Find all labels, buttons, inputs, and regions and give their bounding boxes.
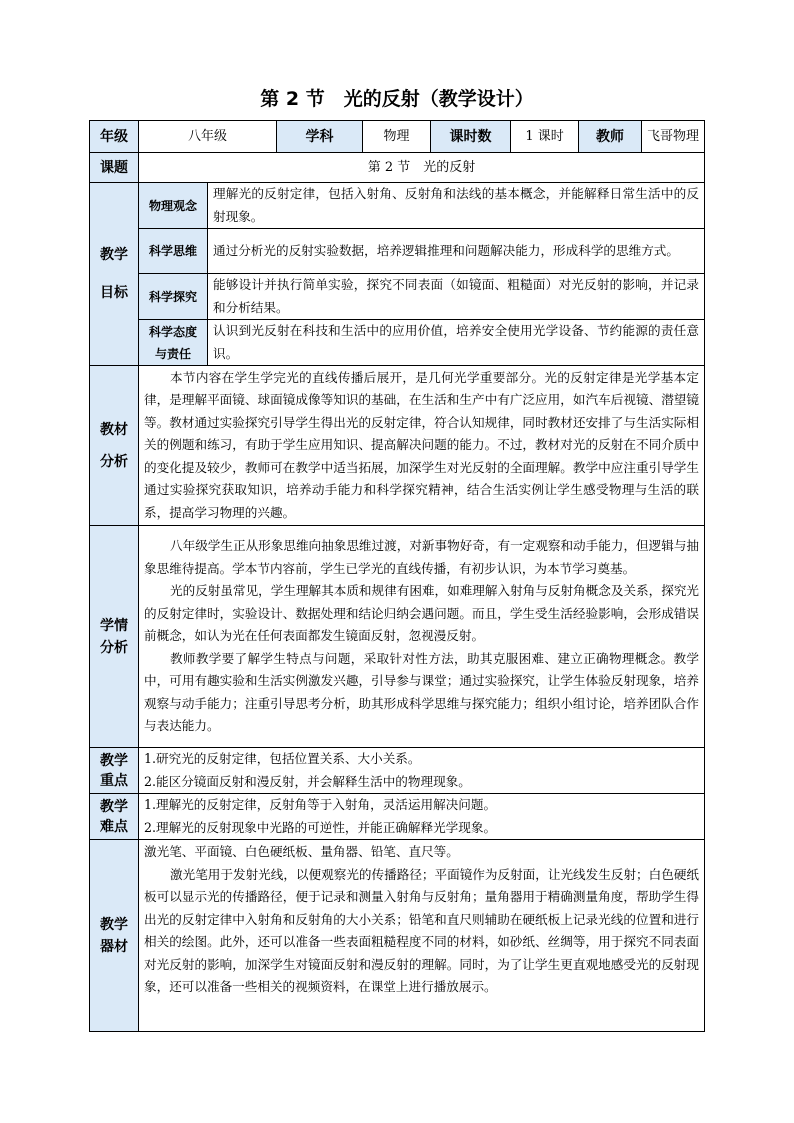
material-analysis-text [139,366,705,526]
objective-name-line1: 科学态度 [148,324,197,339]
key-point-item: 1.研究光的反射定律，包括位置关系、大小关系。 [144,751,421,766]
subject-value: 物理 [363,121,431,153]
objective-name: 物理观念 [139,183,208,229]
key-point-item: 2.能区分镜面反射和漫反射，并会解释生活中的物理现象。 [144,773,471,789]
student-analysis-label-line1: 学情 [100,617,128,634]
equipment-row [90,840,705,1032]
student-analysis-text [139,526,705,748]
material-analysis-row [90,366,705,526]
difficulties-text [139,794,705,840]
difficulty-item: 1.理解光的反射定律，反射角等于入射角，灵活运用解决问题。 [144,797,497,812]
grade-value: 八年级 [139,121,277,153]
material-analysis-label-line2: 分析 [100,453,128,470]
difficulties-label-line2: 难点 [100,818,128,835]
student-analysis-paragraph: 教师教学要了解学生特点与问题，采取针对性方法，助其克服困难、建立正确物理概念。教学中，可用有趣实验和生活实例激发兴趣，引导参与课堂；通过实验探究，让学生体验反射现象，培养观察与动手能力；注重引导思考分析，助其形成科学思维与探究能力；组织小组讨论，培养团队合作与表达能力。 [144,650,700,734]
periods-label: 课时数 [431,121,511,153]
teacher-label: 教师 [579,121,642,153]
material-analysis-label-line1: 教材 [100,421,128,438]
grade-label: 年级 [90,121,139,153]
page-title: 第 2 节 光的反射（教学设计） [260,88,534,110]
objective-row [90,320,705,366]
difficulties-label [90,794,139,840]
key-points-label [90,748,139,794]
student-analysis-label [90,526,139,748]
key-points-row [90,748,705,794]
objective-name [139,320,208,366]
key-points-label-line1: 教学 [100,752,128,769]
objective-text: 能够设计并执行简单实验，探究不同表面（如镜面、粗糙面）对光反射的影响，并记录和分析结果。 [208,274,705,320]
equipment-text [139,840,705,1032]
objective-row [90,229,705,274]
difficulties-label-line1: 教学 [100,798,128,815]
objective-text: 通过分析光的反射实验数据，培养逻辑推理和问题解决能力，形成科学的思维方式。 [208,229,705,274]
student-analysis-label-line2: 分析 [100,639,128,656]
topic-value: 第 2 节 光的反射 [139,153,705,183]
objectives-label [90,183,139,366]
periods-value: 1 课时 [511,121,579,153]
difficulty-item: 2.理解光的反射现象中光路的可逆性，并能正确解释光学现象。 [144,819,497,835]
objective-text: 理解光的反射定律，包括入射角、反射角和法线的基本概念，并能解释日常生活中的反射现象。 [208,183,705,229]
objective-row [90,183,705,229]
key-points-label-line2: 重点 [100,772,128,789]
student-analysis-row [90,526,705,748]
teacher-value: 飞哥物理 [642,121,705,153]
equipment-label [90,840,139,1032]
topic-row [90,153,705,183]
objectives-label-line1: 教学 [100,247,128,263]
header-row [90,121,705,153]
objective-name: 科学思维 [139,229,208,274]
difficulties-row [90,794,705,840]
material-analysis-label [90,366,139,526]
objective-name: 科学探究 [139,274,208,320]
equipment-label-line2: 器材 [100,938,128,955]
objective-text: 认识到光反射在科技和生活中的应用价值，培养安全使用光学设备、节约能源的责任意识。 [208,320,705,366]
key-points-text [139,748,705,794]
equipment-list: 激光笔、平面镜、白色硬纸板、量角器、铅笔、直尺等。 [144,844,459,859]
equipment-paragraph: 激光笔用于发射光线，以便观察光的传播路径；平面镜作为反射面，让光线发生反射；白色硬纸板可以显示光的传播路径，便于记录和测量入射角与反射角；量角器用于精确测量角度，帮助学生得出光的反射定律中入射角和反射角的大小关系；铅笔和直尺则辅助在硬纸板上记录光线的位置和进行相关的绘图。此外，还可以准备一些表面粗糙程度不同的材料，如砂纸、丝绸等，用于探究不同表面对光反射的影响，加深学生对镜面反射和漫反射的理解。同时，为了让学生更直观地感受光的反射现象，还可以准备一些相关的视频资料，在课堂上进行播放展示。 [144,866,700,994]
student-analysis-paragraph: 光的反射虽常见，学生理解其本质和规律有困难，如难理解入射角与反射角概念及关系，探究光的反射定律时，实验设计、数据处理和结论归纳会遇问题。而且，学生受生活经验影响，会形成错误前概念，如认为光在任何表面都发生镜面反射，忽视漫反射。 [144,583,700,644]
student-analysis-paragraph: 八年级学生正从形象思维向抽象思维过渡，对新事物好奇，有一定观察和动手能力，但逻辑与抽象思维待提高。学本节内容前，学生已学光的直线传播，有初步认识，为本节学习奠基。 [144,538,700,576]
equipment-label-line1: 教学 [100,916,128,933]
objectives-label-line2: 目标 [100,285,128,301]
objective-name-line2: 与责任 [154,346,191,361]
objective-row [90,274,705,320]
subject-label: 学科 [277,121,363,153]
material-analysis-paragraph: 本节内容在学生学完光的直线传播后展开，是几何光学重要部分。光的反射定律是光学基本定律，是理解平面镜、球面镜成像等知识的基础，在生活和生产中有广泛应用，如汽车后视镜、潜望镜等。教材通过实验探究引导学生得出光的反射定律，符合认知规律，同时教材还安排了与生活实际相关的例题和练习，有助于学生应用知识、提高解决问题的能力。不过，教材对光的反射在不同介质中的变化提及较少，教师可在教学中适当拓展，加深学生对光反射的全面理解。教学中应注重引导学生通过实验探究获取知识，培养动手能力和科学探究精神，结合生活实例让学生感受物理与生活的联系，提高学习物理的兴趣。 [144,369,700,520]
topic-label: 课题 [90,153,139,183]
lesson-plan-table [89,120,705,1032]
